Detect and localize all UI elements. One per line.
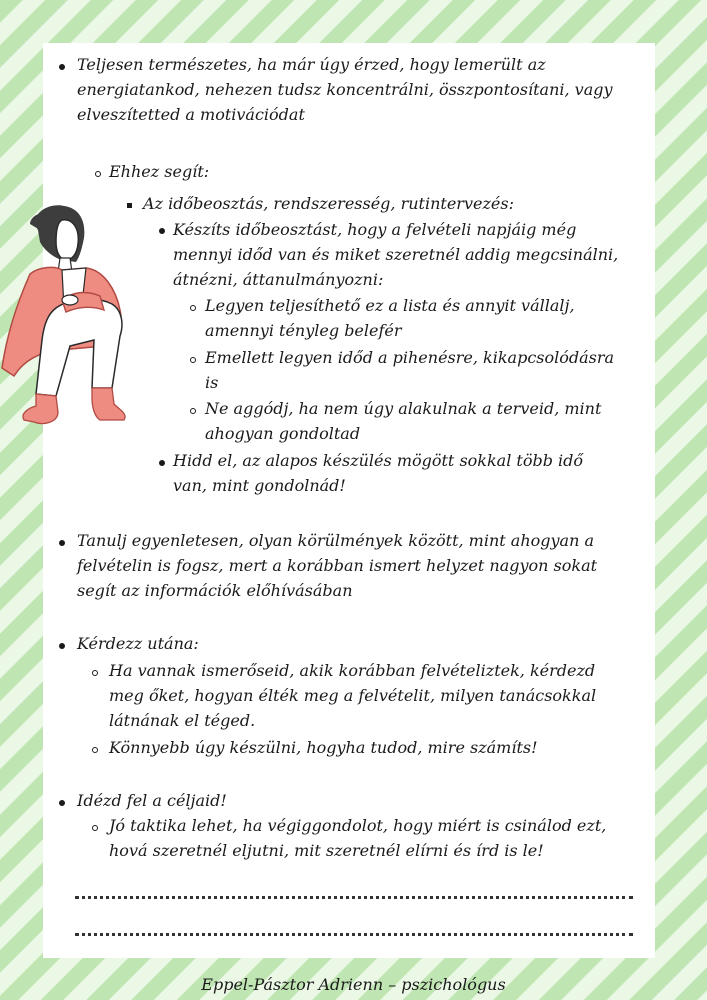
text-line: energiatankod, nehezen tudsz koncentrálni, összpontosítani, vagy (77, 80, 613, 99)
text-line: Legyen teljesíthető ez a lista és annyit vállalj, (205, 296, 575, 315)
text-line: Emellett legyen időd a pihenésre, kikapcsolódásra (205, 348, 615, 367)
text-line: hová szeretnél eljutni, mit szeretnél elírni és írd is le! (109, 841, 544, 860)
text-line: mennyi időd van és miket szeretnél addig megcsinálni, (173, 245, 619, 264)
circle-bullet (190, 305, 196, 311)
text-line: Az időbeosztás, rendszeresség, rutintervezés: (143, 194, 514, 213)
text-line: Tanulj egyenletesen, olyan körülmények között, mint ahogyan a (77, 531, 595, 550)
writing-line (75, 896, 633, 899)
content-panel (43, 43, 655, 958)
footer-author: Eppel-Pásztor Adrienn – pszichológus (201, 975, 506, 994)
text-line: meg őket, hogyan élték meg a felvételit, milyen tanácsokkal (109, 686, 597, 705)
text-line: Ehhez segít: (109, 162, 210, 181)
text-line: felvételin is fogsz, mert a korábban ismert helyzet nagyon sokat (77, 556, 598, 575)
text-line: Ha vannak ismerőseid, akik korábban felvételiztek, kérdezd (109, 661, 596, 680)
writing-line (75, 933, 633, 936)
text-line: átnézni, áttanulmányozni: (173, 270, 384, 289)
text-line: elveszítetted a motivációdat (77, 105, 305, 124)
text-line: van, mint gondolnád! (173, 476, 346, 495)
text-line: Hidd el, az alapos készülés mögött sokkal több idő (173, 451, 584, 470)
bullet (59, 643, 65, 649)
bullet (59, 800, 65, 806)
bullet (59, 64, 65, 70)
text-line: Könnyebb úgy készülni, hogyha tudod, mire számíts! (109, 738, 538, 757)
text-line: Jó taktika lehet, ha végiggondolot, hogy miért is csinálod ezt, (109, 816, 607, 835)
text-line: is (205, 373, 219, 392)
text-line: Kérdezz utána: (77, 634, 199, 653)
text-line: ahogyan gondoltad (205, 424, 361, 443)
circle-bullet (92, 670, 98, 676)
woman-sitting-illustration (0, 200, 170, 440)
text-line: segít az információk előhívásában (77, 581, 353, 600)
circle-bullet (92, 747, 98, 753)
text-line: Ne aggódj, ha nem úgy alakulnak a terveid, mint (205, 399, 602, 418)
bullet (159, 460, 165, 466)
text-line: látnának el téged. (109, 711, 256, 730)
text-line: amennyi tényleg belefér (205, 321, 402, 340)
circle-bullet (190, 408, 196, 414)
text-line: Készíts időbeosztást, hogy a felvételi napjáig még (173, 220, 577, 239)
circle-bullet (95, 171, 101, 177)
bullet (59, 540, 65, 546)
text-line: Teljesen természetes, ha már úgy érzed, hogy lemerült az (77, 55, 546, 74)
circle-bullet (190, 357, 196, 363)
circle-bullet (92, 825, 98, 831)
text-line: Idézd fel a céljaid! (77, 791, 227, 810)
